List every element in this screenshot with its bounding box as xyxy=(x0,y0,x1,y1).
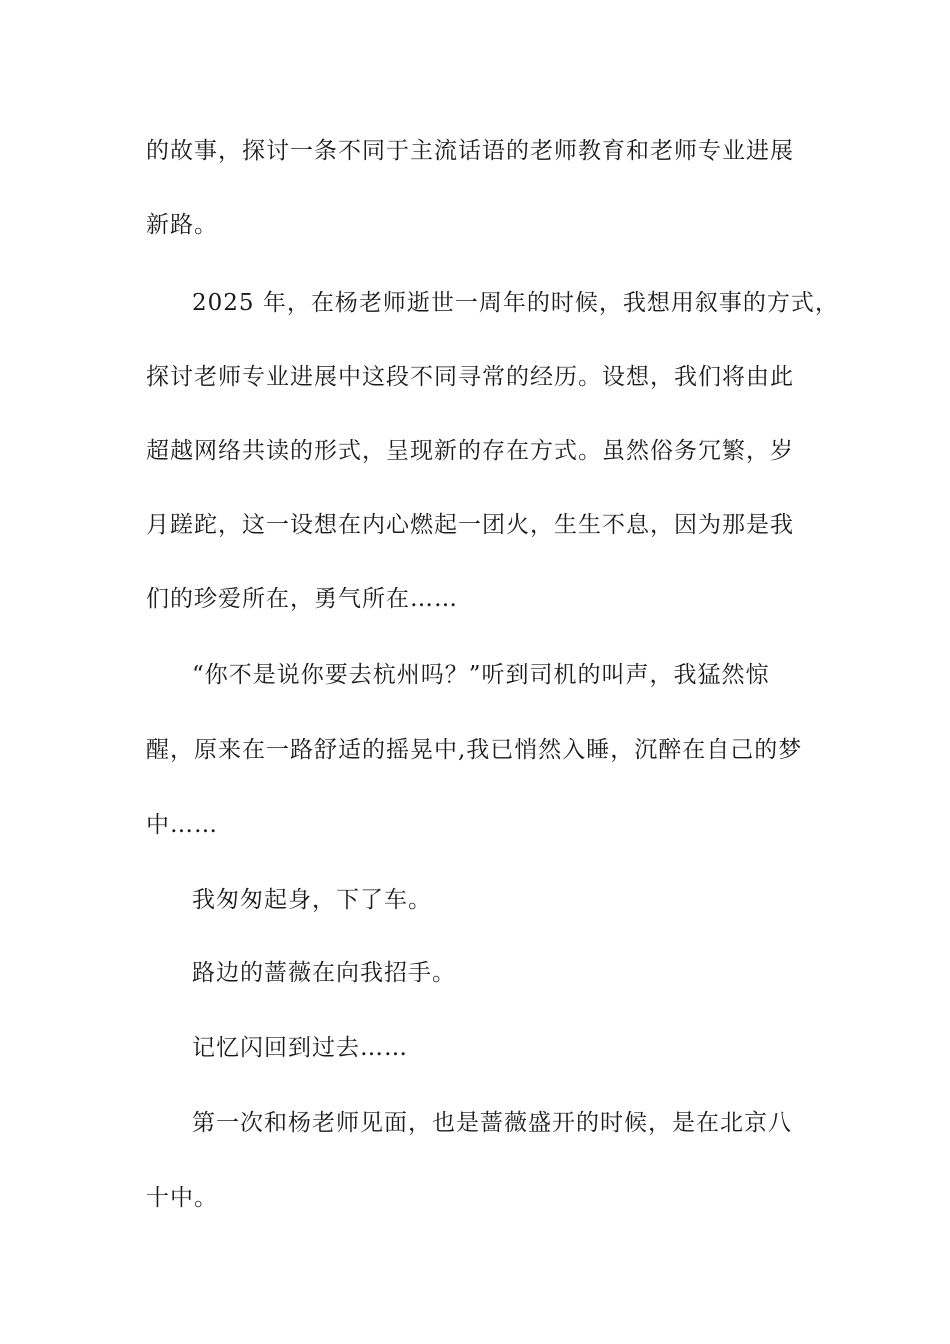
paragraph-line: 路边的蔷薇在向我招手。 xyxy=(192,960,456,986)
text-line: 的故事，探讨一条不同于主流话语的老师教育和老师专业进展 xyxy=(146,138,794,164)
text-line: 十中。 xyxy=(146,1185,218,1211)
text-line: 们的珍爱所在，勇气所在…… xyxy=(146,586,458,612)
text-line: 中…… xyxy=(146,812,218,838)
text-line: 新路。 xyxy=(146,212,218,238)
paragraph-line: 我匆匆起身，下了车。 xyxy=(192,887,432,913)
text-line: 探讨老师专业进展中这段不同寻常的经历。设想，我们将由此 xyxy=(146,364,794,390)
paragraph-line: 记忆闪回到过去…… xyxy=(192,1035,408,1061)
paragraph-start-line: 第一次和杨老师见面，也是蔷薇盛开的时候，是在北京八 xyxy=(192,1110,792,1136)
paragraph-start-line: “你不是说你要去杭州吗？”听到司机的叫声，我猛然惊 xyxy=(192,662,770,688)
paragraph-start-line: 2025 年，在杨老师逝世一周年的时候，我想用叙事的方式， xyxy=(192,290,839,316)
text-line: 月蹉跎，这一设想在内心燃起一团火，生生不息，因为那是我 xyxy=(146,512,794,538)
text-line: 醒，原来在一路舒适的摇晃中,我已悄然入睡，沉醉在自己的梦 xyxy=(146,737,803,763)
text-line: 超越网络共读的形式，呈现新的存在方式。虽然俗务冗繁，岁 xyxy=(146,438,794,464)
